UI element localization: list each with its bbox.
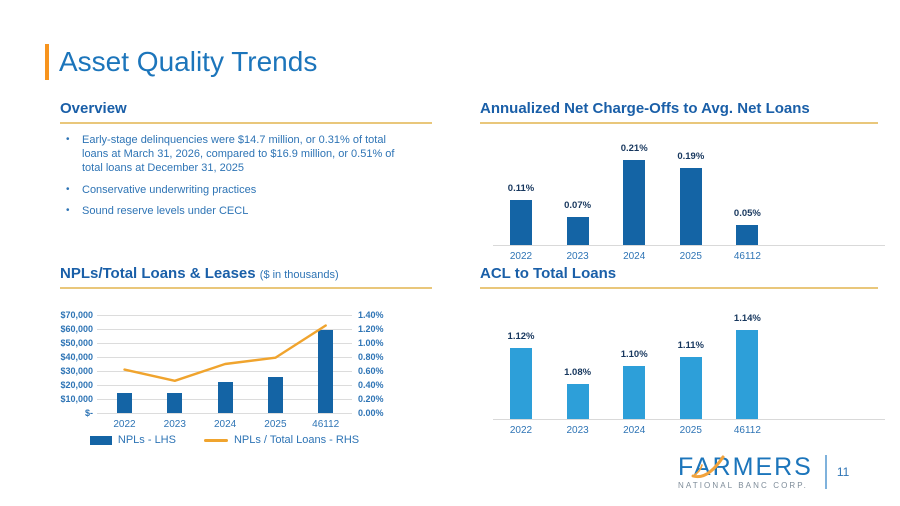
footer [678, 454, 849, 490]
nco-x-tick: 2023 [566, 251, 589, 262]
nco-x-tick: 2025 [679, 251, 702, 262]
npl-right-axis-tick: 0.00% [358, 408, 384, 418]
nco-section [480, 100, 878, 124]
logo-wordmark: FARMERS [678, 453, 813, 481]
bullet-item [60, 134, 432, 176]
npl-left-axis-tick: $40,000 [60, 352, 93, 362]
npl-left-axis-tick: $- [84, 408, 93, 418]
bullet-marker: • [66, 134, 70, 145]
npl-right-axis-tick: 0.20% [358, 394, 384, 404]
npl-right-axis-tick: 1.20% [358, 324, 384, 334]
nco-value-label: 0.11% [507, 183, 535, 194]
bullet-marker: • [66, 205, 70, 217]
npl-ratio-line [97, 313, 352, 415]
legend-label: NPLs - LHS [117, 434, 176, 446]
nco-axis-baseline [493, 245, 885, 246]
footer-separator [825, 455, 827, 489]
overview-section [60, 100, 432, 227]
npl-right-axis-tick: 1.40% [358, 310, 384, 320]
title-block [45, 44, 317, 80]
title-accent-bar [45, 44, 49, 80]
npl-left-axis-tick: $50,000 [60, 338, 93, 348]
nco-bar-46112 [736, 225, 758, 245]
acl-bar-46112 [736, 330, 758, 419]
npl-x-tick: 2025 [264, 419, 287, 430]
nco-chart-title: Annualized Net Charge-Offs to Avg. Net Loans [480, 100, 878, 124]
bullet-item [60, 184, 432, 198]
nco-bar-2024 [623, 160, 645, 245]
nco-value-label: 0.07% [564, 200, 592, 211]
npl-right-axis-tick: 0.80% [358, 352, 384, 362]
bullet-text: Conservative underwriting practices [82, 183, 257, 196]
page-title: Asset Quality Trends [59, 46, 318, 77]
nco-bar-chart [480, 125, 890, 270]
acl-x-tick: 2025 [679, 425, 702, 436]
acl-value-label: 1.11% [677, 340, 704, 351]
overview-heading: Overview [60, 100, 432, 124]
nco-x-tick: 46112 [733, 251, 761, 262]
npl-x-tick: 2023 [163, 419, 186, 430]
acl-bar-2024 [623, 366, 645, 419]
nco-value-label: 0.05% [733, 208, 761, 219]
bar-series-swatch [90, 436, 112, 445]
acl-value-label: 1.10% [620, 349, 648, 360]
farmers-logo [678, 454, 813, 490]
acl-chart-title: ACL to Total Loans [480, 265, 878, 289]
acl-x-tick: 2024 [623, 425, 646, 436]
npl-x-tick: 46112 [312, 419, 340, 430]
overview-bullet-list [60, 134, 432, 219]
npl-title-note: ($ in thousands) [259, 269, 339, 281]
acl-value-label: 1.08% [564, 367, 592, 378]
bullet-text: Early-stage delinquencies were $14.7 million, or 0.31% of total loans at March 31, 2026, compared to $16.9 million, or 0.51% of total loans at December 31, 2025 [82, 134, 395, 174]
npl-section [60, 265, 432, 289]
npl-right-axis-tick: 1.00% [358, 338, 384, 348]
acl-x-tick: 2022 [509, 425, 533, 436]
legend-item-ratio [204, 434, 359, 446]
legend-item-npls [90, 434, 176, 446]
acl-bar-2025 [680, 357, 702, 419]
acl-bar-2022 [510, 348, 532, 419]
npl-right-axis-tick: 0.40% [358, 380, 384, 390]
acl-x-tick: 2023 [566, 425, 589, 436]
acl-section [480, 265, 878, 289]
acl-value-label: 1.12% [507, 331, 535, 342]
bullet-marker: • [66, 183, 70, 195]
npl-left-axis-tick: $10,000 [60, 394, 93, 404]
nco-x-tick: 2024 [623, 251, 646, 262]
nco-bar-2022 [510, 200, 532, 245]
page-number: 11 [836, 465, 850, 480]
bullet-text: Sound reserve levels under CECL [82, 205, 249, 218]
nco-bar-2025 [680, 168, 702, 245]
npl-left-axis-tick: $60,000 [60, 324, 93, 334]
npl-title-main: NPLs/Total Loans & Leases [60, 265, 256, 282]
npl-combo-chart [60, 303, 405, 458]
npl-left-axis-tick: $20,000 [60, 380, 93, 390]
nco-bar-2023 [567, 217, 589, 245]
npl-x-tick: 2022 [113, 419, 136, 430]
nco-value-label: 0.21% [620, 143, 648, 154]
bullet-item [60, 205, 432, 219]
line-series-swatch [204, 439, 228, 442]
acl-value-label: 1.14% [733, 313, 761, 324]
npl-x-tick: 2024 [213, 419, 237, 430]
logo-subtitle: NATIONAL BANC CORP. [678, 481, 808, 491]
nco-x-tick: 2022 [509, 251, 533, 262]
npl-left-axis-tick: $30,000 [60, 366, 93, 376]
npl-legend [77, 434, 372, 446]
npl-right-axis-tick: 0.60% [358, 366, 384, 376]
npl-chart-title [60, 265, 432, 289]
npl-left-axis-tick: $70,000 [60, 310, 93, 320]
acl-bar-chart [480, 300, 890, 445]
legend-label: NPLs / Total Loans - RHS [233, 434, 360, 446]
acl-x-tick: 46112 [733, 425, 761, 436]
acl-axis-baseline [493, 419, 885, 420]
nco-value-label: 0.19% [677, 151, 705, 162]
acl-bar-2023 [567, 384, 589, 419]
